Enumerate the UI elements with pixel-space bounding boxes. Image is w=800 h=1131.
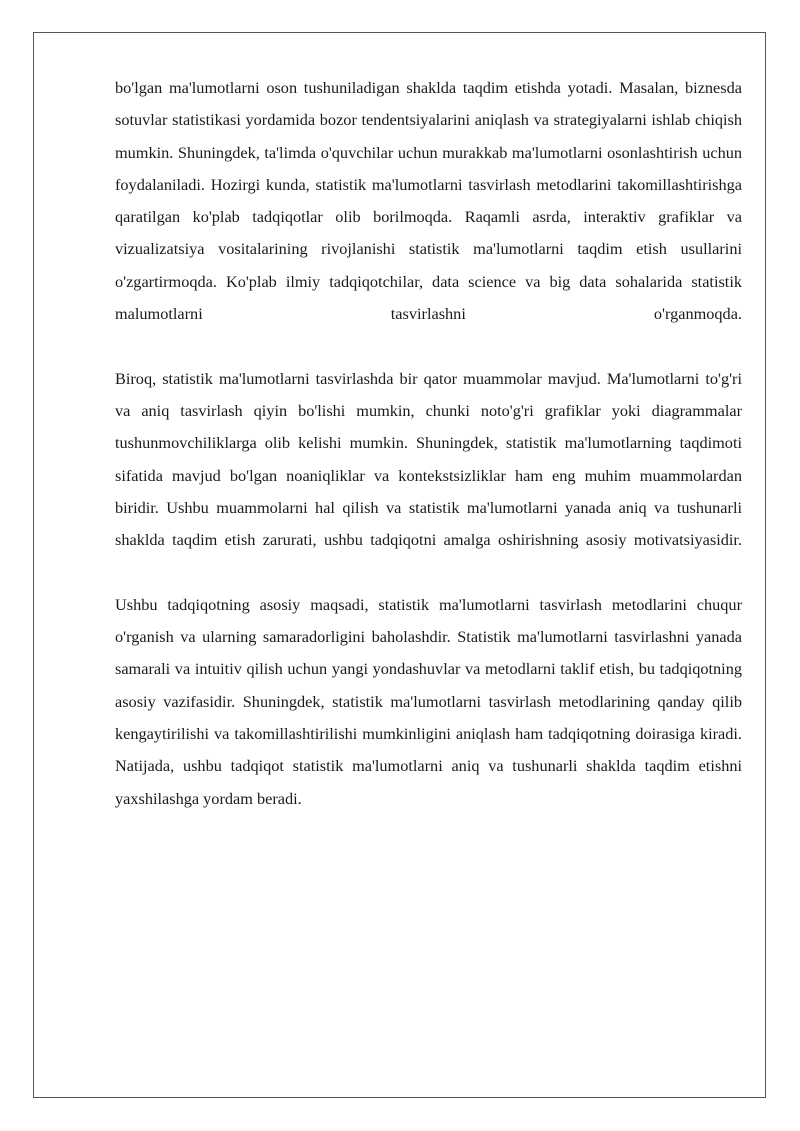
paragraph-spacer [115,330,742,362]
paragraph-3: Ushbu tadqiqotning asosiy maqsadi, statistik ma'lumotlarni tasvirlash metodlarini chuqur o'rganish va ularning samaradorligini baholashdir. Statistik ma'lumotlarni tasvirlashni yanada samarali va intuitiv qilish uchun yangi yondashuvlar va metodlarni taklif etish, bu tadqiqotning asosiy vazifasidir. Shuningdek, statistik ma'lumotlarni tasvirlash metodlarining qanday qilib kengaytirilishi va takomillashtirilishi mumkinligini aniqlash ham tadqiqotning doirasiga kiradi. Natijada, ushbu tadqiqot statistik ma'lumotlarni aniq va tushunarli shaklda taqdim etishni yaxshilashga yordam beradi. [115,594,742,808]
paragraph-2: Biroq, statistik ma'lumotlarni tasvirlashda bir qator muammolar mavjud. Ma'lumotlarni to'g'ri va aniq tasvirlash qiyin bo'lishi mumkin, chunki noto'g'ri grafiklar yoki diagrammalar tushunmovchiliklarga olib kelishi mumkin. Shuningdek, statistik ma'lumotlarning taqdimoti sifatida mavjud bo'lgan noaniqliklar va kontekstsizliklar ham eng muhim muammolardan biridir. Ushbu muammolarni hal qilish va statistik ma'lumotlarni yanada aniq va tushunarli shaklda taqdim etish zarurati, ushbu tadqiqotni amalga oshirishning asosiy motivatsiyasidir. [115,368,742,550]
paragraph-1: bo'lgan ma'lumotlarni oson tushuniladigan shaklda taqdim etishda yotadi. Masalan, biznesda sotuvlar statistikasi yordamida bozor tendentsiyalarini aniqlash va strategiyalarni ishlab chiqish mumkin. Shuningdek, ta'limda o'quvchilar uchun murakkab ma'lumotlarni osonlashtirish uchun foydalaniladi. Hozirgi kunda, statistik ma'lumotlarni tasvirlash metodlarini takomillashtirishga qaratilgan ko'plab tadqiqotlar olib borilmoqda. Raqamli asrda, interaktiv grafiklar va vizualizatsiya vositalarining rivojlanishi statistik ma'lumotlarni taqdim etish usullarini o'zgartirmoqda. Ko'plab ilmiy tadqiqotchilar, data science va big data sohalarida statistik malumotlarni tasvirlashni o'rganmoqda. [115,78,742,324]
paragraph-spacer [115,556,742,588]
document-body [115,72,742,815]
